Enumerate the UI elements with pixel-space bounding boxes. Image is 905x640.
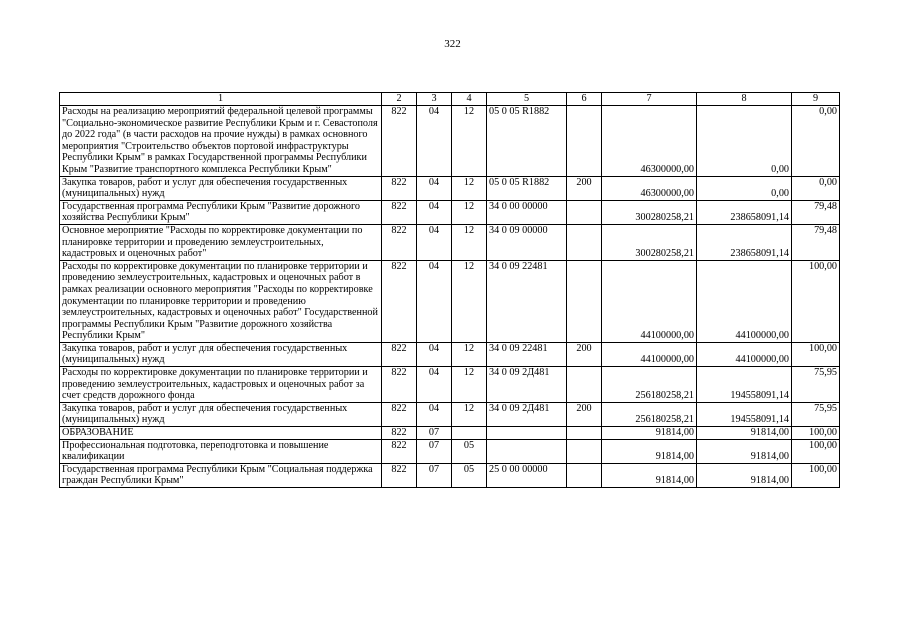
expense-type-cell: 200	[567, 402, 602, 426]
table-row	[60, 367, 840, 403]
planned-amount-cell: 44100000,00	[602, 260, 697, 342]
column-number: 4	[452, 93, 487, 106]
execution-percent-cell: 100,00	[792, 439, 840, 463]
section-cell: 04	[417, 200, 452, 224]
target-article-cell: 34 0 09 22481	[487, 260, 567, 342]
target-article-cell: 34 0 09 2Д481	[487, 367, 567, 403]
expense-name-cell: Закупка товаров, работ и услуг для обеспечения государственных (муниципальных) нужд	[60, 342, 382, 366]
expense-type-cell	[567, 427, 602, 440]
subsection-cell: 12	[452, 200, 487, 224]
table-row	[60, 463, 840, 487]
column-number: 9	[792, 93, 840, 106]
grbs-cell: 822	[382, 402, 417, 426]
subsection-cell: 12	[452, 367, 487, 403]
expense-name-cell: Основное мероприятие "Расходы по корректировке документации по планировке территории и проведению землеустроительных, кадастровых и оценочных работ"	[60, 224, 382, 260]
table-row	[60, 402, 840, 426]
column-number: 3	[417, 93, 452, 106]
expense-type-cell	[567, 200, 602, 224]
actual-amount-cell: 44100000,00	[697, 342, 792, 366]
expense-name-cell: Расходы по корректировке документации по планировке территории и проведению землеустроительных, кадастровых и оценочных работ за счет средств дорожного фонда	[60, 367, 382, 403]
section-cell: 04	[417, 367, 452, 403]
execution-percent-cell: 100,00	[792, 342, 840, 366]
budget-table	[59, 92, 840, 488]
column-number: 7	[602, 93, 697, 106]
expense-type-cell	[567, 106, 602, 177]
execution-percent-cell: 100,00	[792, 260, 840, 342]
subsection-cell: 12	[452, 342, 487, 366]
column-number: 2	[382, 93, 417, 106]
column-number-row	[60, 93, 840, 106]
actual-amount-cell: 238658091,14	[697, 200, 792, 224]
execution-percent-cell: 75,95	[792, 402, 840, 426]
grbs-cell: 822	[382, 176, 417, 200]
expense-type-cell: 200	[567, 342, 602, 366]
column-number: 1	[60, 93, 382, 106]
grbs-cell: 822	[382, 342, 417, 366]
execution-percent-cell: 0,00	[792, 106, 840, 177]
table-row	[60, 224, 840, 260]
target-article-cell	[487, 439, 567, 463]
grbs-cell: 822	[382, 106, 417, 177]
column-number: 5	[487, 93, 567, 106]
section-cell: 04	[417, 106, 452, 177]
column-number: 8	[697, 93, 792, 106]
expense-name-cell: Расходы на реализацию мероприятий федеральной целевой программы "Социально-экономическое развитие Республики Крым и г. Севастополя до 2022 года" (в части расходов на прочие нужды) в рамках основного мероприятия "Строительство объектов портовой инфраструктуры Республики Крым" в рамках Государственной программы Республики Крым "Развитие транспортного комплекса Республики Крым"	[60, 106, 382, 177]
planned-amount-cell: 256180258,21	[602, 402, 697, 426]
grbs-cell: 822	[382, 260, 417, 342]
target-article-cell: 34 0 09 2Д481	[487, 402, 567, 426]
execution-percent-cell: 79,48	[792, 224, 840, 260]
table-row	[60, 342, 840, 366]
execution-percent-cell: 79,48	[792, 200, 840, 224]
execution-percent-cell: 100,00	[792, 427, 840, 440]
planned-amount-cell: 46300000,00	[602, 106, 697, 177]
subsection-cell: 12	[452, 106, 487, 177]
expense-name-cell: Государственная программа Республики Крым "Развитие дорожного хозяйства Республики Крым"	[60, 200, 382, 224]
subsection-cell: 12	[452, 260, 487, 342]
subsection-cell: 12	[452, 402, 487, 426]
grbs-cell: 822	[382, 367, 417, 403]
subsection-cell: 05	[452, 463, 487, 487]
expense-name-cell: Закупка товаров, работ и услуг для обеспечения государственных (муниципальных) нужд	[60, 402, 382, 426]
target-article-cell: 34 0 09 00000	[487, 224, 567, 260]
subsection-cell: 12	[452, 176, 487, 200]
grbs-cell: 822	[382, 200, 417, 224]
actual-amount-cell: 194558091,14	[697, 402, 792, 426]
planned-amount-cell: 91814,00	[602, 427, 697, 440]
section-cell: 04	[417, 176, 452, 200]
section-cell: 07	[417, 439, 452, 463]
section-cell: 04	[417, 342, 452, 366]
section-cell: 04	[417, 260, 452, 342]
target-article-cell: 34 0 00 00000	[487, 200, 567, 224]
actual-amount-cell: 0,00	[697, 176, 792, 200]
grbs-cell: 822	[382, 439, 417, 463]
expense-type-cell: 200	[567, 176, 602, 200]
table-row	[60, 427, 840, 440]
actual-amount-cell: 91814,00	[697, 463, 792, 487]
expense-name-cell: Расходы по корректировке документации по планировке территории и проведению землеустроительных, кадастровых и оценочных работ в рамках реализации основного мероприятия "Расходы по корректировке документации по планировке территории и проведению землеустроительных, кадастровых и оценочных работ" Государственной программы Республики Крым "Развитие дорожного хозяйства Республики Крым"	[60, 260, 382, 342]
section-cell: 07	[417, 463, 452, 487]
target-article-cell: 05 0 05 R1882	[487, 176, 567, 200]
section-cell: 04	[417, 224, 452, 260]
table-row	[60, 106, 840, 177]
grbs-cell: 822	[382, 427, 417, 440]
execution-percent-cell: 0,00	[792, 176, 840, 200]
page-number: 322	[444, 38, 461, 50]
actual-amount-cell: 44100000,00	[697, 260, 792, 342]
target-article-cell: 34 0 09 22481	[487, 342, 567, 366]
planned-amount-cell: 300280258,21	[602, 200, 697, 224]
expense-type-cell	[567, 439, 602, 463]
subsection-cell: 12	[452, 224, 487, 260]
table-row	[60, 200, 840, 224]
planned-amount-cell: 256180258,21	[602, 367, 697, 403]
subsection-cell	[452, 427, 487, 440]
section-cell: 07	[417, 427, 452, 440]
expense-name-cell: Закупка товаров, работ и услуг для обеспечения государственных (муниципальных) нужд	[60, 176, 382, 200]
execution-percent-cell: 100,00	[792, 463, 840, 487]
table-row	[60, 260, 840, 342]
expense-type-cell	[567, 463, 602, 487]
table-row	[60, 439, 840, 463]
expense-type-cell	[567, 260, 602, 342]
planned-amount-cell: 300280258,21	[602, 224, 697, 260]
planned-amount-cell: 91814,00	[602, 439, 697, 463]
grbs-cell: 822	[382, 224, 417, 260]
planned-amount-cell: 46300000,00	[602, 176, 697, 200]
section-cell: 04	[417, 402, 452, 426]
column-number: 6	[567, 93, 602, 106]
target-article-cell: 05 0 05 R1882	[487, 106, 567, 177]
actual-amount-cell: 238658091,14	[697, 224, 792, 260]
actual-amount-cell: 194558091,14	[697, 367, 792, 403]
execution-percent-cell: 75,95	[792, 367, 840, 403]
actual-amount-cell: 91814,00	[697, 439, 792, 463]
expense-name-cell: Профессиональная подготовка, переподготовка и повышение квалификации	[60, 439, 382, 463]
table-row	[60, 176, 840, 200]
planned-amount-cell: 44100000,00	[602, 342, 697, 366]
expense-type-cell	[567, 224, 602, 260]
expense-name-cell: Государственная программа Республики Крым "Социальная поддержка граждан Республики Крым"	[60, 463, 382, 487]
target-article-cell: 25 0 00 00000	[487, 463, 567, 487]
planned-amount-cell: 91814,00	[602, 463, 697, 487]
table-body	[60, 93, 840, 488]
grbs-cell: 822	[382, 463, 417, 487]
subsection-cell: 05	[452, 439, 487, 463]
expense-type-cell	[567, 367, 602, 403]
expense-name-cell: ОБРАЗОВАНИЕ	[60, 427, 382, 440]
actual-amount-cell: 91814,00	[697, 427, 792, 440]
target-article-cell	[487, 427, 567, 440]
actual-amount-cell: 0,00	[697, 106, 792, 177]
